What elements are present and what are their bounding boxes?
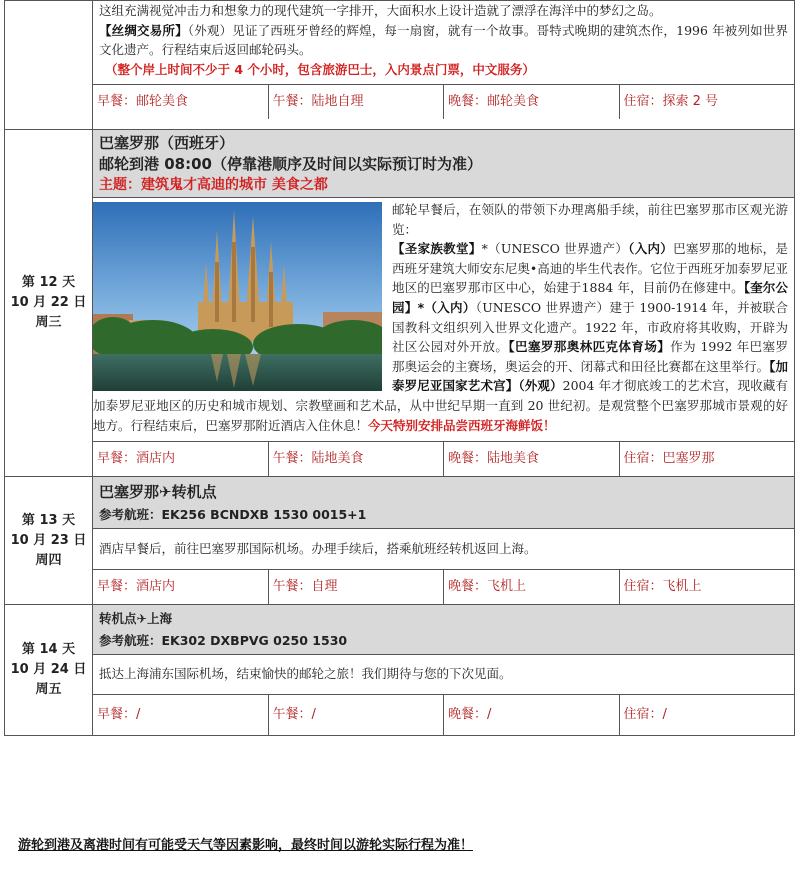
day12-row <box>5 130 795 477</box>
park-guell-enter: *（入内） <box>417 299 476 315</box>
day11-content <box>93 1 795 130</box>
day14-meals <box>93 694 794 735</box>
itinerary-table <box>4 0 795 736</box>
day11-lodging: 住宿：探索 2 号 <box>623 94 719 110</box>
day13-day-cell <box>5 477 93 605</box>
mnac-exterior: （外观） <box>518 378 563 394</box>
day14-header <box>93 605 794 654</box>
sagrada-familia-enter: （入内） <box>628 241 674 257</box>
olympic-stadium-label: 【巴塞罗那奥林匹克体育场】 <box>508 339 671 355</box>
day12-lunch: 午餐：陆地美食 <box>269 442 445 476</box>
day12-day-cell <box>5 130 93 477</box>
sagrada-familia-desc: 巴塞罗那的地标，是西班牙建筑大师安东尼奥•高迪的毕生代表作。它位于西班牙加泰罗尼亚地区的巴塞罗那市区中心，始建于1884 年，目前仍在修建中。 <box>392 241 788 296</box>
day14-lunch: 午餐：/ <box>269 695 445 735</box>
day12-intro: 邮轮早餐后，在领队的带领下办理离船手续，前往巴塞罗那市区观光游览： <box>392 202 788 237</box>
day11-meals <box>93 84 794 119</box>
day13-meals <box>93 569 794 604</box>
day13-lunch: 午餐：自理 <box>269 570 445 604</box>
mnac-desc: 2004 年才彻底竣工的艺术宫，现收藏有加泰罗尼亚地区的历史和城市规划、宗教壁画和艺术品，从中世纪早期一直到 20 世纪初。是观赏整个巴塞罗那城市景观的好地方。行程结束后，巴塞罗那附近酒店入住休息！ <box>93 378 788 433</box>
silk-exchange-label: 【丝绸交易所】 <box>99 22 188 38</box>
park-guell-label: 【奎尔公园】 <box>392 280 788 315</box>
silk-exchange-note: （外观）见证了西班牙曾经的辉煌，每一扇窗，就有一个故事。哥特式晚期的建筑杰作，1996 年被列如世界文化遗产。行程结束后返回邮轮码头。 <box>99 22 788 58</box>
day14-breakfast: 早餐：/ <box>93 695 269 735</box>
day13-day: 第 13 天 <box>21 512 76 528</box>
day12-title: 巴塞罗那（西班牙） <box>99 134 235 152</box>
mnac-label: 【加泰罗尼亚国家艺术宫】 <box>392 358 788 394</box>
day12-weekday: 周三 <box>35 315 62 331</box>
day12-arrival: 邮轮到港 08:00（停靠港顺序及时间以实际预订时为准） <box>99 155 482 173</box>
day12-meals <box>93 441 794 476</box>
sagrada-familia-photo <box>93 202 382 391</box>
paella-note: 今天特别安排品尝西班牙海鲜饭！ <box>368 417 556 433</box>
day12-theme: 主题：建筑鬼才高迪的城市 美食之都 <box>99 177 328 193</box>
day14-dinner: 晚餐：/ <box>444 695 620 735</box>
day12-lodging: 住宿：巴塞罗那 <box>623 451 715 467</box>
olympic-stadium-desc: 作为 1992 年巴塞罗那奥运会的主赛场，奥运会的开、闭幕式和田径比赛都在这里举行。 <box>392 339 788 374</box>
day11-lunch: 午餐：陆地自理 <box>269 85 445 119</box>
day14-body: 抵达上海浦东国际机场，结束愉快的邮轮之旅！我们期待与您的下次见面。 <box>99 666 512 682</box>
day11-breakfast: 早餐：邮轮美食 <box>93 85 269 119</box>
day12-content <box>93 130 795 477</box>
day12-body <box>93 198 794 437</box>
day13-weekday: 周四 <box>35 552 62 568</box>
day14-flight: 参考航班：EK302 DXBPVG 0250 1530 <box>99 633 348 649</box>
day13-row <box>5 477 795 605</box>
day12-breakfast: 早餐：酒店内 <box>93 442 269 476</box>
day12-day: 第 12 天 <box>21 275 76 291</box>
day11-row <box>5 1 795 130</box>
day12-date: 10 月 22 日 <box>10 295 87 311</box>
day11-day-cell <box>5 1 93 130</box>
day13-date: 10 月 23 日 <box>10 532 87 548</box>
day11-notice: （整个岸上时间不少于 4 个小时，包含旅游巴士，入内景点门票，中文服务） <box>105 61 535 77</box>
day11-text-line1: 这组充满视觉冲击力和想象力的现代建筑一字排开，大面积水上设计造就了漂浮在海洋中的梦幻之岛。 <box>99 3 662 18</box>
day13-breakfast: 早餐：酒店内 <box>93 570 269 604</box>
day11-dinner: 晚餐：邮轮美食 <box>444 85 620 119</box>
day13-body: 酒店早餐后，前往巴塞罗那国际机场。办理手续后，搭乘航班经转机返回上海。 <box>99 541 537 557</box>
day14-date: 10 月 24 日 <box>10 662 87 678</box>
day12-header <box>93 130 794 197</box>
day14-title: 转机点✈上海 <box>99 611 172 627</box>
sagrada-familia-unesco: *（UNESCO 世界遗产） <box>481 241 629 257</box>
day12-dinner: 晚餐：陆地美食 <box>444 442 620 476</box>
day13-title: 巴塞罗那✈转机点 <box>99 483 217 502</box>
sagrada-familia-label: 【圣家族教堂】 <box>392 241 482 257</box>
day14-weekday: 周五 <box>35 682 62 698</box>
day14-day-cell <box>5 605 93 736</box>
day14-row <box>5 605 795 736</box>
day14-lodging: 住宿：/ <box>623 707 667 723</box>
day14-content <box>93 605 795 736</box>
park-guell-desc: （UNESCO 世界遗产）建于 1900-1914 年，并被联合国教科文组织列入世界文化遗产。1922 年，市政府将其收购，开辟为社区公园对外开放。 <box>392 299 788 355</box>
day13-content <box>93 477 795 605</box>
day13-dinner: 晚餐：飞机上 <box>444 570 620 604</box>
schedule-disclaimer: 游轮到港及离港时间有可能受天气等因素影响，最终时间以游轮实际行程为准！ <box>18 838 474 853</box>
day14-day: 第 14 天 <box>21 642 76 658</box>
day11-silk-paragraph <box>99 21 788 60</box>
day13-header <box>93 477 794 528</box>
day13-lodging: 住宿：飞机上 <box>623 579 702 595</box>
day13-flight: 参考航班：EK256 BCNDXB 1530 0015+1 <box>99 507 367 523</box>
sagrada-familia-image <box>93 202 382 391</box>
